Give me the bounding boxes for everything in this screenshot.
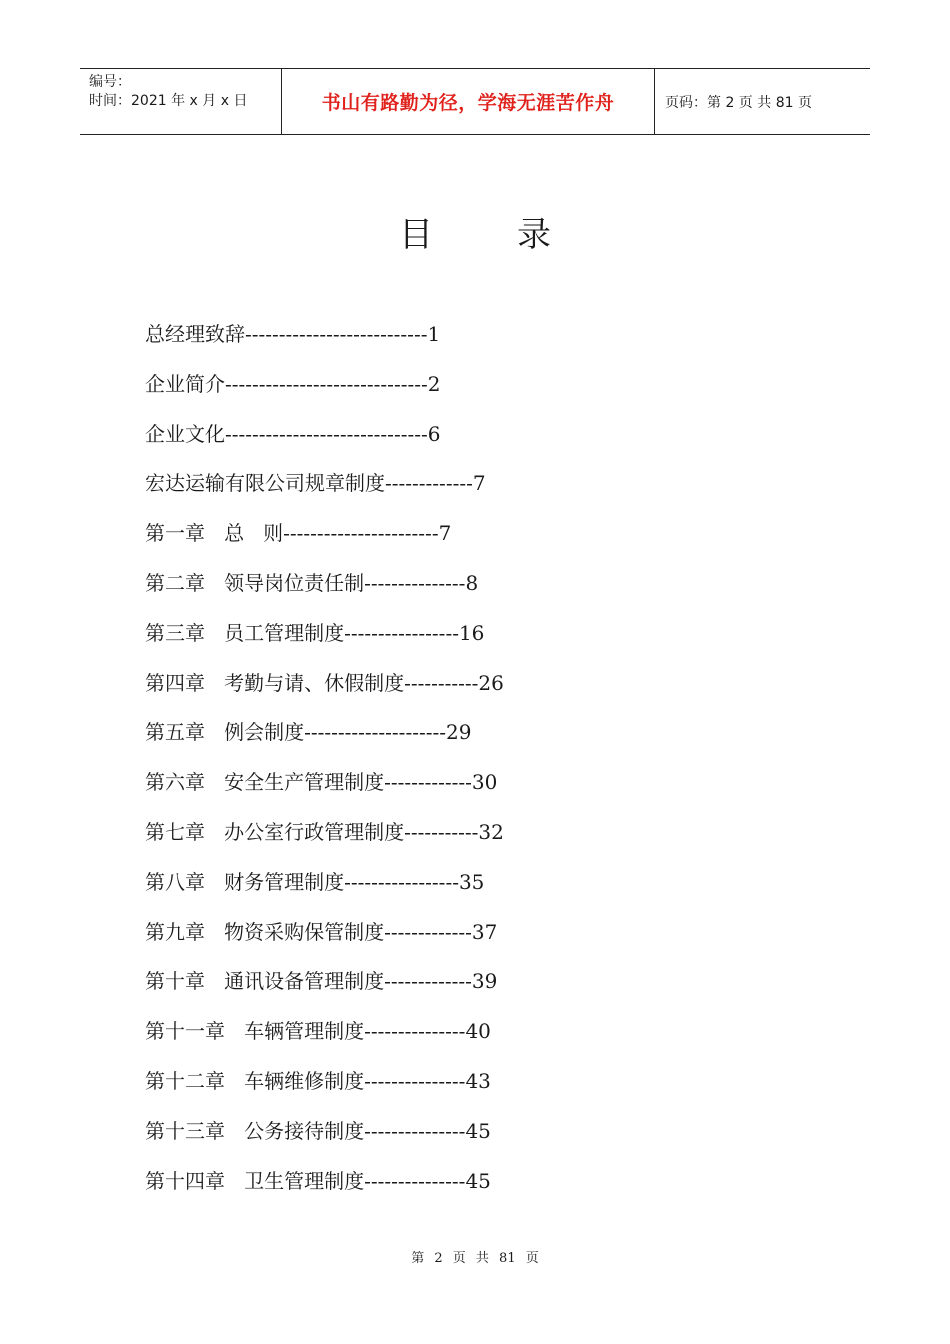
- toc-entry[interactable]: 第一章 总 则-----------------------7: [145, 521, 452, 546]
- toc-entry[interactable]: 宏达运输有限公司规章制度-------------7: [145, 471, 486, 496]
- toc-entry[interactable]: 第五章 例会制度---------------------29: [145, 720, 472, 745]
- toc-entry[interactable]: 第十二章 车辆维修制度---------------43: [145, 1068, 491, 1093]
- toc-entry[interactable]: 第十一章 车辆管理制度---------------40: [145, 1019, 491, 1044]
- page-footer: 第 2 页 共 81 页: [411, 1251, 539, 1266]
- toc-entry[interactable]: 第十章 通讯设备管理制度-------------39: [145, 969, 498, 994]
- toc-entry[interactable]: 第七章 办公室行政管理制度-----------32: [145, 819, 504, 844]
- toc-entry[interactable]: 企业简介------------------------------2: [145, 371, 441, 396]
- header-motto: 书山有路勤为径，学海无涯苦作舟: [282, 69, 655, 134]
- toc-entry[interactable]: 总经理致辞---------------------------1: [145, 322, 441, 346]
- header-meta: [80, 69, 282, 134]
- toc-entry[interactable]: 第三章 员工管理制度-----------------16: [145, 620, 485, 645]
- page-title: 目录: [399, 215, 635, 255]
- toc-entry[interactable]: 第六章 安全生产管理制度-------------30: [145, 770, 498, 795]
- toc-entry[interactable]: 企业文化------------------------------6: [145, 421, 441, 446]
- document-number-label: 编号：: [89, 74, 131, 90]
- page-header: [80, 68, 870, 135]
- document-date: 时间：2021 年 x 月 x 日: [89, 93, 248, 109]
- toc-entry[interactable]: 第八章 财务管理制度-----------------35: [145, 869, 485, 894]
- toc-entry[interactable]: 第十四章 卫生管理制度---------------45: [145, 1168, 491, 1193]
- toc-entry[interactable]: 第九章 物资采购保管制度-------------37: [145, 919, 498, 944]
- toc-entry[interactable]: 第二章 领导岗位责任制---------------8: [145, 570, 479, 595]
- table-of-contents: [145, 314, 605, 1210]
- toc-entry[interactable]: 第四章 考勤与请、休假制度-----------26: [145, 670, 504, 695]
- header-page-info: 页码：第 2 页 共 81 页: [665, 94, 812, 111]
- toc-entry[interactable]: 第十三章 公务接待制度---------------45: [145, 1118, 491, 1143]
